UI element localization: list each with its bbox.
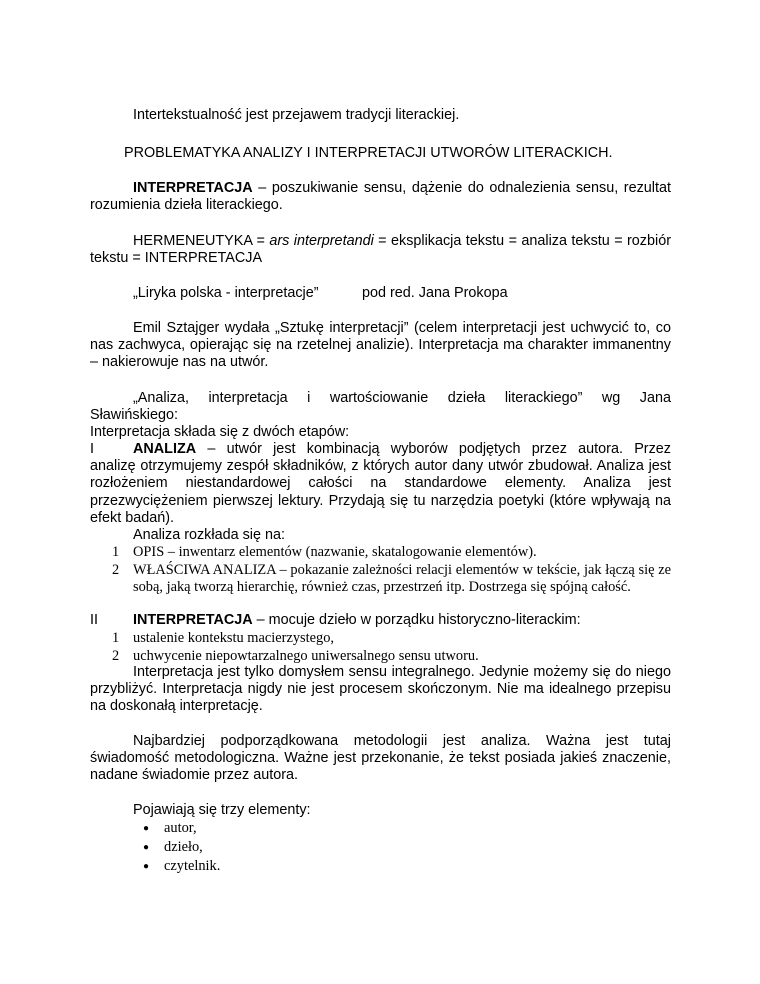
stage-number: II — [90, 612, 98, 628]
elements-intro: Pojawiają się trzy elementy: — [133, 802, 311, 818]
list-item-text: autor, — [164, 820, 197, 836]
stage-analysis — [90, 441, 671, 527]
list-number: 2 — [112, 562, 120, 579]
latin-phrase: ars interpretandi — [269, 233, 374, 249]
stage-analysis-first-line — [90, 441, 671, 458]
interpretation-term: INTERPRETACJA — [133, 180, 253, 196]
interpretation-item — [90, 648, 671, 665]
list-number: 1 — [112, 544, 120, 560]
stages-intro: Interpretacja składa się z dwóch etapów: — [90, 424, 350, 440]
bullet-icon: ● — [143, 823, 150, 834]
elements-list — [90, 820, 671, 876]
book-title: „Liryka polska - interpretacje” — [133, 285, 319, 301]
slawinski-name: Sławińskiego: — [90, 407, 178, 423]
list-item — [90, 839, 671, 856]
intertextuality-line: Intertekstualność jest przejawem tradycji literackiej. — [133, 107, 460, 123]
analysis-term: ANALIZA — [133, 441, 197, 457]
analysis-first-line-text: – utwór jest kombinacją wyborów podjętych przez autora. Przez — [196, 441, 671, 457]
interpretation-definition-text: – poszukiwanie sensu, dążenie do odnalezienia sensu, rezultat rozumienia dzieła literackiego. — [90, 180, 671, 214]
interpretation-definition — [90, 180, 671, 214]
analysis-list — [90, 544, 671, 597]
list-number: 1 — [112, 630, 120, 646]
book-editor: pod red. Jana Prokopa — [362, 285, 508, 301]
bullet-icon: ● — [143, 842, 150, 854]
list-item-text: WŁAŚCIWA ANALIZA – pokazanie zależności relacji elementów w tekście, jak łączą się ze sobą, jaką tworzą hierarchię, również czas, przestrzeń itp. Dostrzega się spójną całość. — [133, 562, 671, 596]
bullet-icon: ● — [143, 861, 150, 873]
hermeneutics-term: HERMENEUTYKA = — [133, 233, 270, 249]
hermeneutics-equivalents: = eksplikacja tekstu = analiza tekstu = rozbiór tekstu = INTERPRETACJA — [90, 233, 672, 267]
methodology-paragraph: Najbardziej podporządkowana metodologii jest analiza. Ważna jest tutaj świadomość metodologiczna. Ważne jest przekonanie, że tekst posiada jakieś znaczenie, nadane świadomie przez autora. — [90, 733, 671, 784]
list-item-text: dzieło, — [164, 839, 203, 856]
section-heading: PROBLEMATYKA ANALIZY I INTERPRETACJI UTWORÓW LITERACKICH. — [124, 145, 613, 161]
interpretation-paragraph: Interpretacja jest tylko domysłem sensu integralnego. Jedynie możemy się do niego przybliżyć. Interpretacja nigdy nie jest procesem skończonym. Nie ma idealnego przepisu na doskonałą interpretację. — [90, 664, 671, 715]
list-item-text: ustalenie kontekstu macierzystego, — [133, 630, 335, 646]
stage-interpretation — [90, 612, 671, 629]
list-item — [90, 820, 671, 837]
staiger-paragraph: Emil Sztajger wydała „Sztukę interpretacji” (celem interpretacji jest uchwycić to, co nas zachwyca, opierając się na rzetelnej analizie). Interpretacja ma charakter immanentny – nakierowuje nas na utwór. — [90, 320, 671, 371]
list-item-text: uchwycenie niepowtarzalnego uniwersalnego sensu utworu. — [133, 648, 479, 665]
interpretation-stage-text: – mocuje dzieło w porządku historyczno-literackim: — [252, 612, 581, 628]
list-item-text: OPIS – inwentarz elementów (nazwanie, skatalogowanie elementów). — [133, 544, 537, 560]
analysis-description: analizę otrzymujemy zespół składników, z których autor dany utwór zbudował. Analiza jest rozłożeniem niestandardowej całości na standardowe elementy. Analiza jest przezwyciężeniem pierwszej lektury. Przydają się tu narzędzia poetyki (które wpływają na efekt badań). — [90, 458, 671, 526]
hermeneutics-definition — [90, 233, 671, 267]
stage-number: I — [90, 441, 94, 457]
interpretation-item — [90, 630, 671, 647]
analysis-item — [90, 544, 671, 561]
analysis-intro: Analiza rozkłada się na: — [133, 527, 285, 543]
interpretation-list — [90, 630, 671, 665]
interpretation-stage-term: INTERPRETACJA — [133, 612, 253, 628]
list-number: 2 — [112, 648, 120, 665]
list-item-text: czytelnik. — [164, 858, 221, 875]
analysis-item — [90, 562, 671, 596]
list-item — [90, 858, 671, 875]
slawinski-title-line: „Analiza, interpretacja i wartościowanie dzieła literackiego” wg Jana — [133, 390, 671, 406]
